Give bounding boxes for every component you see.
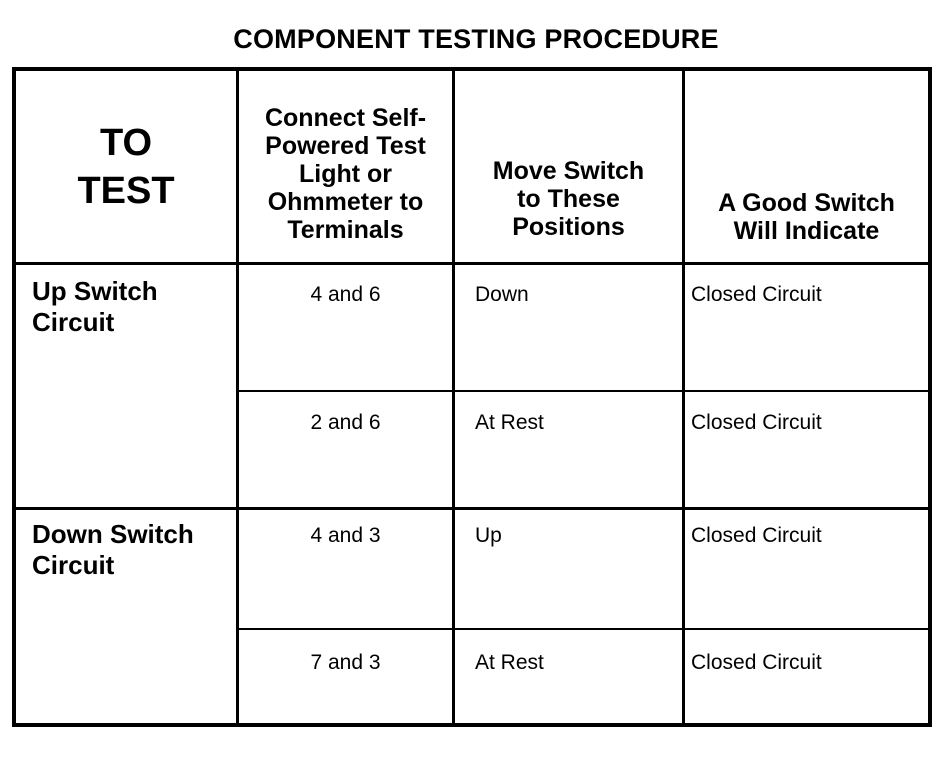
- position-cell: Down: [475, 283, 529, 306]
- header-line: Powered Test: [265, 132, 426, 160]
- group-divider: [16, 507, 928, 510]
- header-line: TO: [99, 122, 153, 164]
- row-divider: [239, 390, 928, 392]
- position-cell: At Rest: [475, 651, 544, 674]
- header-line: Move Switch: [492, 157, 645, 185]
- header-move-switch: [455, 157, 682, 241]
- indication-cell: Closed Circuit: [691, 651, 822, 674]
- header-line: A Good Switch: [718, 189, 895, 217]
- header-connect: [239, 104, 452, 244]
- group-label-line: Down Switch: [32, 519, 194, 549]
- header-line: to These: [517, 185, 620, 213]
- group-label-down-switch: [32, 519, 232, 581]
- terminals-cell: 7 and 3: [310, 651, 381, 674]
- header-line: Will Indicate: [733, 217, 880, 245]
- row-divider: [239, 628, 928, 630]
- indication-cell: Closed Circuit: [691, 283, 822, 306]
- column-divider: [682, 71, 685, 723]
- header-good-switch: [685, 189, 928, 245]
- procedure-table: [12, 67, 932, 727]
- group-label-line: Up Switch: [32, 276, 158, 306]
- header-line: Terminals: [287, 216, 404, 244]
- header-line: Positions: [512, 213, 625, 241]
- page-title: COMPONENT TESTING PROCEDURE: [233, 24, 719, 54]
- terminals-cell: 4 and 3: [310, 524, 381, 547]
- group-label-line: Circuit: [32, 307, 115, 337]
- terminals-cell: 4 and 6: [310, 283, 381, 306]
- header-to-test: [16, 119, 236, 215]
- header-line: Ohmmeter to: [267, 188, 424, 216]
- indication-cell: Closed Circuit: [691, 411, 822, 434]
- header-divider: [16, 262, 928, 265]
- group-label-up-switch: [32, 276, 232, 338]
- header-line: Connect Self-: [264, 104, 427, 132]
- header-line: Light or: [298, 160, 393, 188]
- position-cell: Up: [475, 524, 502, 547]
- terminals-cell: 2 and 6: [310, 411, 381, 434]
- header-line: TEST: [77, 170, 175, 212]
- position-cell: At Rest: [475, 411, 544, 434]
- group-label-line: Circuit: [32, 550, 115, 580]
- indication-cell: Closed Circuit: [691, 524, 822, 547]
